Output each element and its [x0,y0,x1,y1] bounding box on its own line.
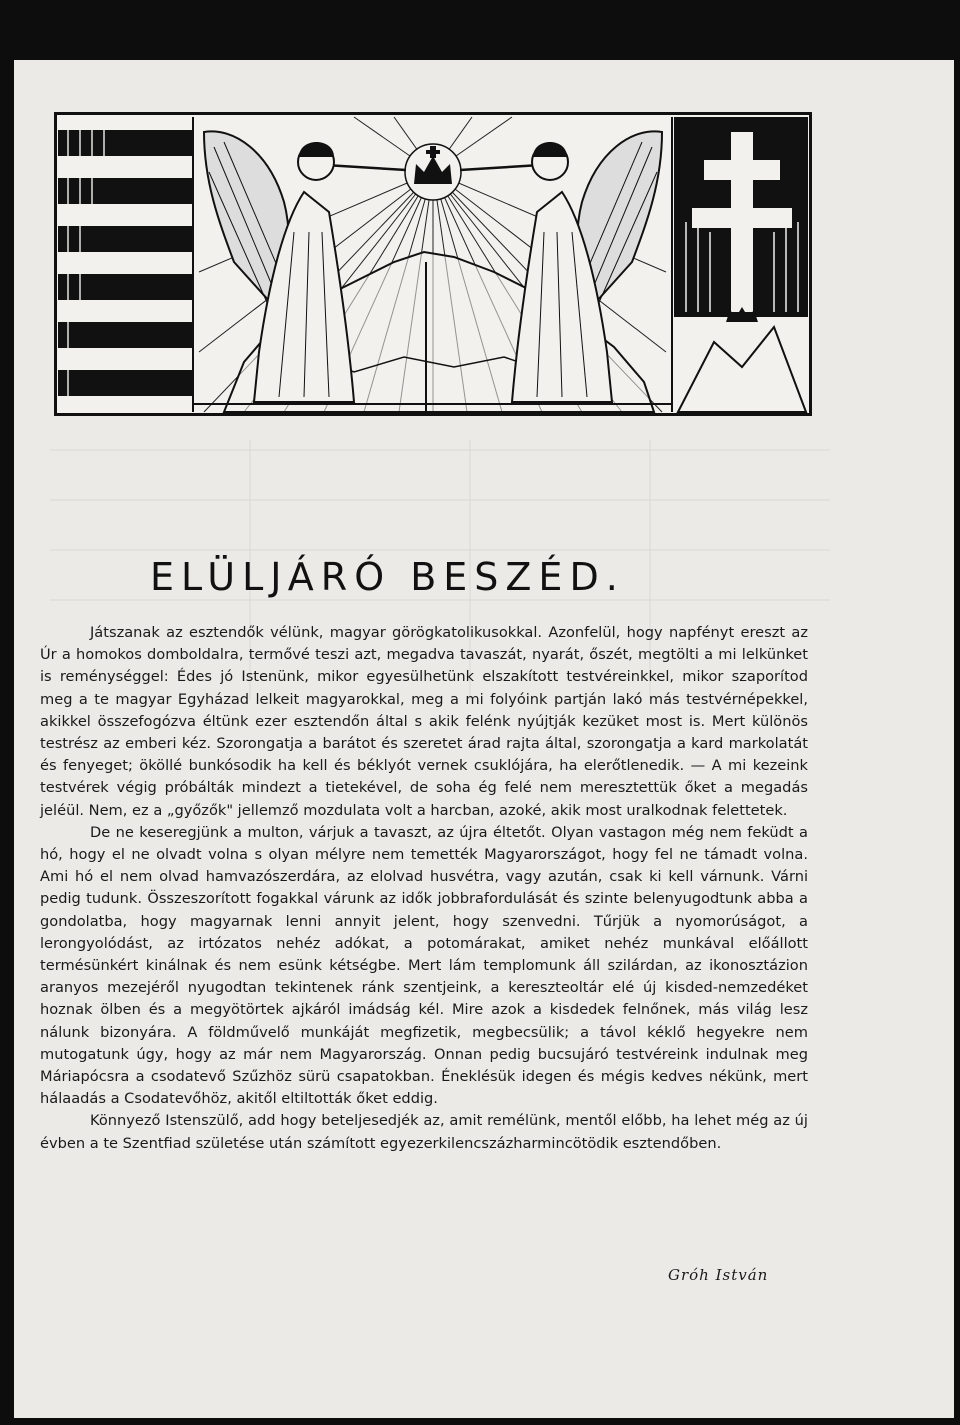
header-illustration [54,112,812,416]
author-signature: Gróh István [668,1266,769,1284]
crown-icon [405,144,461,200]
page-title: ELÜLJÁRÓ BESZÉD. [150,555,625,599]
paragraph-2: De ne keseregjünk a multon, várjuk a tavaszt, az újra éltetőt. Olyan vastagon még nem feküdt a hó, hogy el ne olvadt volna s olyan mélyre nem temették Magyarországot, hogy fel ne támadt volna. Ami hó el nem olvad hamvazószerdára, az elolvad husvétra, vagy azután, csak ki kell várnunk. Várni pedig tudunk. Összeszorított fogakkal várunk az idők jobbrafordulását és szinte belenyugodtunk abba a gondolatba, hogy magyarnak lenni annyit jelent, hogy szenvedni. Tűrjük a nyomorúságot, a lerongyolódást, az irtózatos nehéz adókat, a potomárakat, amiket nehéz munkával előállott termésünkért kinálnak és nem esünk kétségbe. Mert lám templomunk áll szilárdan, az ikonosztázion aranyos mezejéről nyugodtan tekintenek ránk szentjeink, a kereszteoltár elé új kisded-nemzedéket hoznak ölben és a megyötörtek ajkáról imádság kél. Mire azok a kisdedek felnőnek, más világ lesz nálunk bizonyára. A földművelő munkáját megfizetik, megbecsülik; a távol kéklő hegyekre nem mutogatunk úgy, hogy az már nem Magyarország. Onnan pedig bucsujáró testvéreink indulnak meg Máriapócsra a csodatevő Szűzhöz sürü csapatokban. Éneklésük idegen és mégis kedves nékünk, mert hálaadás a Csodatevőhöz, akitől eltiltották őket eddig. [40,823,808,1108]
angels-crown-illustration [54,112,812,416]
paragraph-1: Játszanak az esztendők vélünk, magyar görögkatolikusokkal. Azonfelül, hogy napfényt ereszt az Úr a homokos domboldalra, termővé teszi azt, megadva tavaszát, nyarát, őszét, megtölti a mi lelkünket is reménységgel: Édes jó Istenünk, mikor egyesülhetünk elszakított testvéreinkkel, mikor szaporítod meg a te magyar Egyházad lelkeit magyarokkal, meg a mi folyóink partján lakó más testvérnépekkel, akikkel összefogózva éltünk ezer esztendőn által s akik felénk nyújtják kezüket most is. Mert különös testrész az emberi kéz. Szorongatja a barátot és szeretet árad rajta által, szorongatja a kard markolatát és fenyeget; ököllé bunkósodik ha kell és béklyót vernek csuklójára, ha elerőtlenedik. — A mi kezeink testvérek végig próbálták mindezt a tietekével, de soha ég felé nem meresztettük őket a megadás jeléül. Nem, ez a „győzők" jellemző mozdulata volt a harcban, azoké, akik most uralkodnak felettetek. [40,624,808,819]
article-body [40,622,808,1155]
paragraph-3: Könnyező Istenszülő, add hogy beteljesedjék az, amit remélünk, mentől előbb, ha lehet még az új évben a te Szentfiad születése után számított egyezerkilencszázharmincötödik esztendőben. [40,1112,808,1152]
striped-flag-panel [58,117,193,412]
